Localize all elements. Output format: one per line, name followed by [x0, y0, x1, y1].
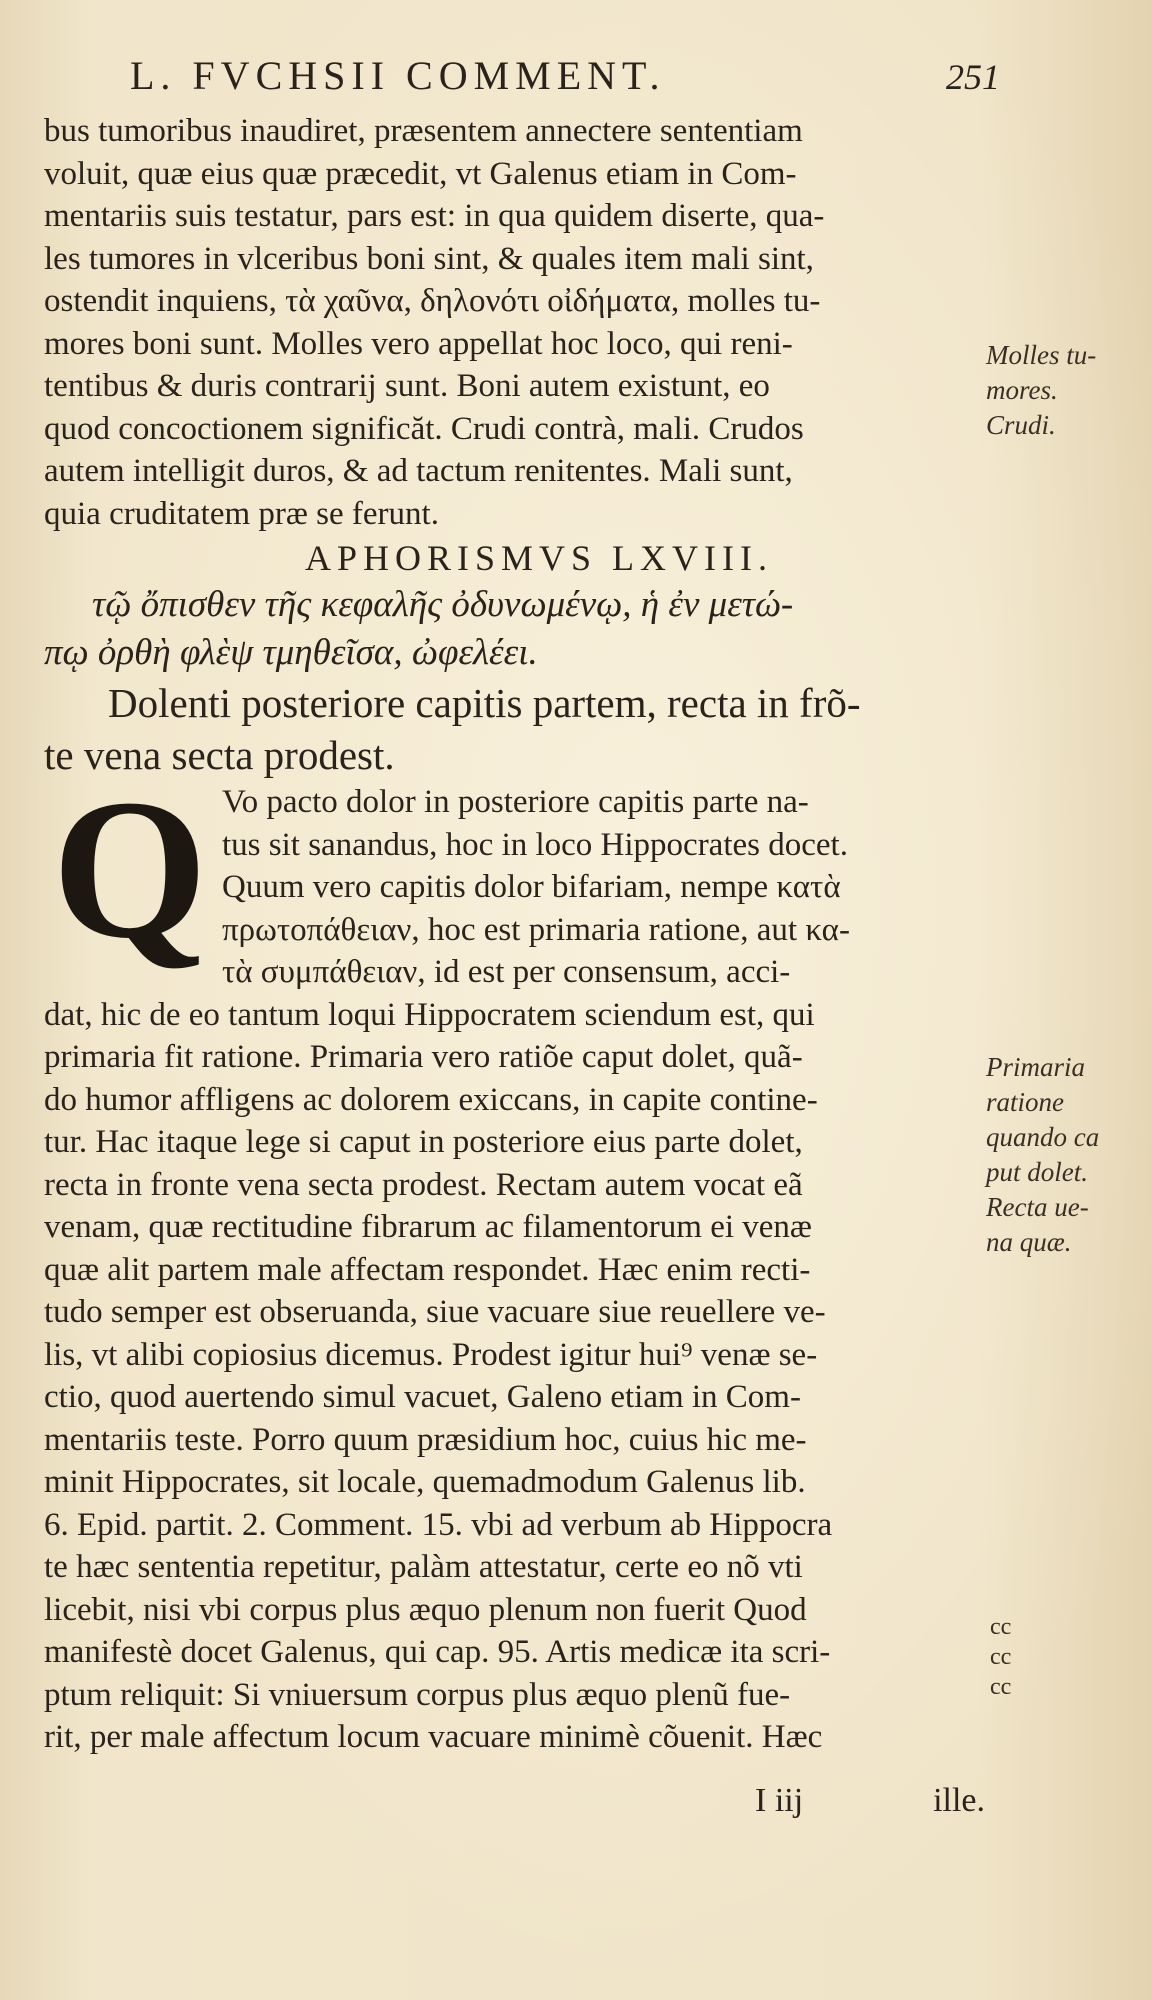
page-footer	[755, 1782, 985, 1824]
signature-mark: I iij	[755, 1782, 804, 1819]
latin-aphorism-line: Dolenti posteriore capitis partem, recta in frõ-	[108, 680, 861, 726]
greek-aphorism-line: τῷ ὄπισθεν τῆς κεφαλῆς ὀδυνωμένῳ, ἡ ἐν μετώ-	[92, 584, 794, 625]
marginal-line: na quæ.	[986, 1227, 1072, 1257]
marginal-note-primaria	[986, 1050, 1099, 1260]
marginal-line: Crudi.	[986, 410, 1056, 440]
text-line: mores boni sunt. Molles vero appellat hoc loco, qui reni-	[44, 325, 793, 362]
marginal-line: Primaria	[986, 1052, 1086, 1082]
folio-number: 251	[946, 57, 1000, 97]
text-line: tudo semper est obseruanda, siue vacuare siue reuellere ve-	[44, 1294, 826, 1330]
text-line: do humor affligens ac dolorem exiccans, in capite contine-	[44, 1081, 818, 1118]
quotation-marks	[990, 1612, 1011, 1702]
text-line: τὰ συμπάθειαν, id est per consensum, acci-	[222, 954, 791, 990]
text-line: lis, vt alibi copiosius dicemus. Prodest igitur hui⁹ venæ se-	[44, 1336, 818, 1373]
running-title: L. FVCHSII COMMENT.	[130, 53, 666, 98]
dropcap-initial: Q	[52, 759, 208, 980]
marginal-note-molles	[986, 338, 1096, 443]
marginal-line: put dolet.	[986, 1157, 1088, 1187]
text-line: 6. Epid. partit. 2. Comment. 15. vbi ad verbum ab Hippocra	[44, 1506, 833, 1543]
marginal-line: Molles tu-	[986, 340, 1097, 370]
text-line: voluit, quæ eius quæ præcedit, vt Galenus etiam in Com-	[44, 155, 797, 192]
text-line: mentariis teste. Porro quum præsidium hoc, cuius hic me-	[44, 1421, 807, 1458]
text-line: les tumores in vlceribus boni sint, & quales item mali sint,	[44, 240, 814, 277]
text-line: quia cruditatem præ se ferunt.	[44, 495, 439, 532]
running-header	[130, 52, 1000, 112]
marginal-line: mores.	[986, 375, 1058, 405]
dropcap-paragraph	[44, 759, 974, 994]
quote-mark: cc	[990, 1614, 1012, 1640]
text-line: quod concoctionem significăt. Crudi contrà, mali. Crudos	[44, 410, 804, 447]
text-line: mentariis suis testatur, pars est: in qua quidem diserte, qua-	[44, 198, 825, 234]
text-line: te hæc sententia repetitur, palàm attestatur, certe eo nõ vti	[44, 1549, 803, 1585]
marginal-line: Recta ue-	[986, 1192, 1089, 1222]
main-text	[44, 110, 974, 1759]
text-line: tur. Hac itaque lege si caput in posteriore eius parte dolet,	[44, 1124, 803, 1160]
aphorism-heading: APHORISMVS LXVIII.	[304, 538, 774, 578]
latin-aphorism-line: te vena secta prodest.	[44, 732, 395, 778]
quote-mark: cc	[990, 1644, 1012, 1670]
text-line: bus tumoribus inaudiret, præsentem annectere sententiam	[44, 113, 803, 149]
text-line: ctio, quod auertendo simul vacuet, Galeno etiam in Com-	[44, 1379, 801, 1415]
text-line: manifestè docet Galenus, qui cap. 95. Artis medicæ ita scri-	[44, 1634, 831, 1670]
text-line: tus sit sanandus, hoc in loco Hippocrates docet.	[222, 826, 848, 863]
greek-aphorism-line: πῳ ὀρθὴ φλὲψ τμηθεῖσα, ὠφελέει.	[44, 632, 538, 673]
text-line: primaria fit ratione. Primaria vero ratiõe caput dolet, quã-	[44, 1039, 803, 1075]
text-line: venam, quæ rectitudine fibrarum ac filamentorum ei venæ	[44, 1209, 812, 1245]
marginal-line: ratione	[986, 1087, 1064, 1117]
text-line: autem intelligit duros, & ad tactum renitentes. Mali sunt,	[44, 453, 793, 489]
marginal-line: quando ca	[986, 1122, 1100, 1152]
text-line: dat, hic de eo tantum loqui Hippocratem sciendum est, qui	[44, 996, 815, 1033]
text-line: Quum vero capitis dolor bifariam, nempe κατὰ	[222, 869, 841, 905]
text-line: Vo pacto dolor in posteriore capitis parte na-	[222, 784, 809, 820]
text-line: quæ alit partem male affectam respondet. Hæc enim recti-	[44, 1251, 811, 1288]
text-line: minit Hippocrates, sit locale, quemadmodum Galenus lib.	[44, 1464, 806, 1500]
text-line: recta in fronte vena secta prodest. Rectam autem vocat eã	[44, 1166, 803, 1203]
quote-mark: cc	[990, 1674, 1012, 1700]
text-line: ostendit inquiens, τὰ χαῦνα, δηλονότι οἰδήματα, molles tu-	[44, 283, 821, 319]
text-line: πρωτοπάθειαν, hoc est primaria ratione, aut κα-	[222, 911, 850, 948]
text-line: ptum reliquit: Si vniuersum corpus plus æquo plenũ fue-	[44, 1676, 791, 1713]
text-line: tentibus & duris contrarij sunt. Boni autem existunt, eo	[44, 368, 770, 404]
text-line: rit, per male affectum locum vacuare minimè cõuenit. Hæc	[44, 1719, 823, 1755]
text-line: licebit, nisi vbi corpus plus æquo plenum non fuerit Quod	[44, 1591, 807, 1628]
catchword: ille.	[933, 1782, 985, 1819]
